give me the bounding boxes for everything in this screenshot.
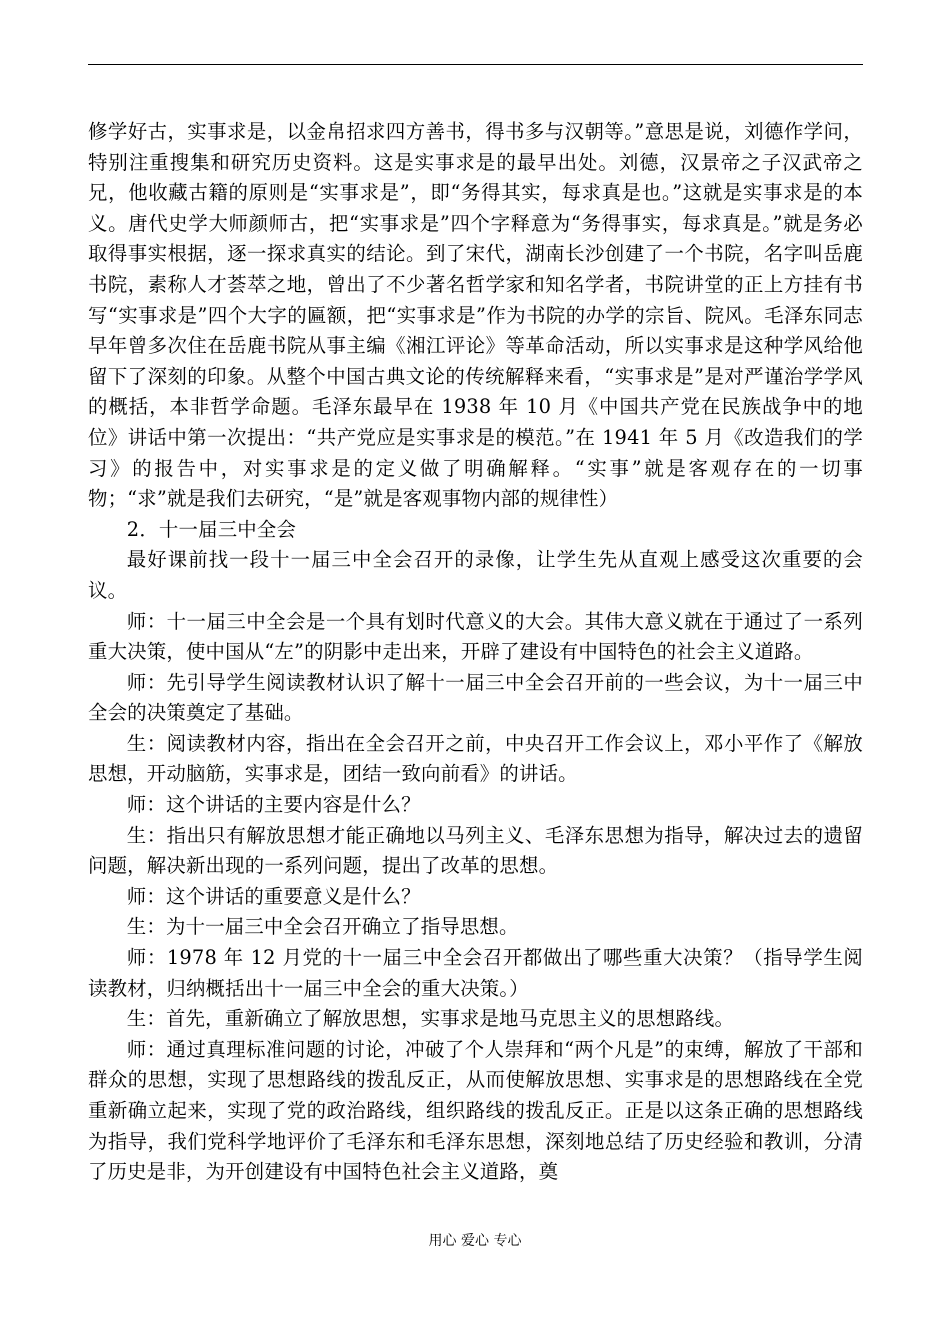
teacher-line: 师：先引导学生阅读教材认识了解十一届三中全会召开前的一些会议，为十一届三中全会的决策奠定了基础。 — [88, 670, 863, 725]
student-line: 生：阅读教材内容，指出在全会召开之前，中央召开工作会议上，邓小平作了《解放思想，开动脑筋，实事求是，团结一致向前看》的讲话。 — [88, 731, 863, 786]
student-line: 生：指出只有解放思想才能正确地以马列主义、毛泽东思想为指导，解决过去的遗留问题，解决新出现的一系列问题，提出了改革的思想。 — [88, 823, 863, 878]
header-rule — [88, 64, 863, 65]
teacher-line: 师：通过真理标准问题的讨论，冲破了个人崇拜和“两个凡是”的束缚，解放了干部和群众的思想，实现了思想路线的拨乱反正，从而使解放思想、实事求是的思想路线在全党重新确立起来，实现了党的政治路线，组织路线的拨乱反正。正是以这条正确的思想路线为指导，我们党科学地评价了毛泽东和毛泽东思想，深刻地总结了历史经验和教训，分清了历史是非，为开创建设有中国特色社会主义道路，奠 — [88, 1037, 863, 1184]
paragraph: 最好课前找一段十一届三中全会召开的录像，让学生先从直观上感受这次重要的会议。 — [88, 548, 863, 602]
teacher-line: 师：1978 年 12 月党的十一届三中全会召开都做出了哪些重大决策？（指导学生阅读教材，归纳概括出十一届三中全会的重大决策。） — [88, 946, 863, 1000]
paragraph-continuation: 修学好古，实事求是，以金帛招求四方善书，得书多与汉朝等。”意思是说，刘德作学问，特别注重搜集和研究历史资料。这是实事求是的最早出处。刘德，汉景帝之子汉武帝之兄，他收藏古籍的原则是“实事求是”，即“务得其实，每求真是也。”这就是实事求是的本义。唐代史学大师颜师古，把“实事求是”四个字释意为“务得事实，每求真是。”就是务必取得事实根据，逐一探求真实的结论。到了宋代，湖南长沙创建了一个书院，名字叫岳鹿书院，素称人才荟萃之地，曾出了不少著名哲学家和知名学者，书院讲堂的正上方挂有书写“实事求是”四个大字的匾额，把“实事求是”作为书院的办学的宗旨、院风。毛泽东同志早年曾多次住在岳鹿书院从事主编《湘江评论》等革命活动，所以实事求是这种学风给他留下了深刻的印象。从整个中国古典文论的传统解释来看，“实事求是”是对严谨治学学风的概括，本非哲学命题。毛泽东最早在 1938 年 10 月《中国共产党在民族战争中的地位》讲话中第一次提出：“共产党应是实事求是的模范。”在 1941 年 5 月《改造我们的学习》的报告中，对实事求是的定义做了明确解释。“实事”就是客观存在的一切事物；“求”就是我们去研究，“是”就是客观事物内部的规律性） — [88, 120, 863, 511]
student-line: 生：为十一届三中全会召开确立了指导思想。 — [126, 915, 519, 939]
section-heading: 2．十一届三中全会 — [126, 517, 297, 541]
teacher-line: 师：这个讲话的重要意义是什么？ — [126, 884, 421, 908]
document-body — [88, 117, 863, 1188]
teacher-line: 师：这个讲话的主要内容是什么？ — [126, 793, 421, 817]
page-footer: 用心 爱心 专心 — [428, 1233, 522, 1249]
student-line: 生：首先，重新确立了解放思想，实事求是地马克思主义的思想路线。 — [126, 1007, 735, 1031]
teacher-line: 师：十一届三中全会是一个具有划时代意义的大会。其伟大意义就在于通过了一系列重大决策，使中国从“左”的阴影中走出来，开辟了建设有中国特色的社会主义道路。 — [88, 609, 863, 664]
